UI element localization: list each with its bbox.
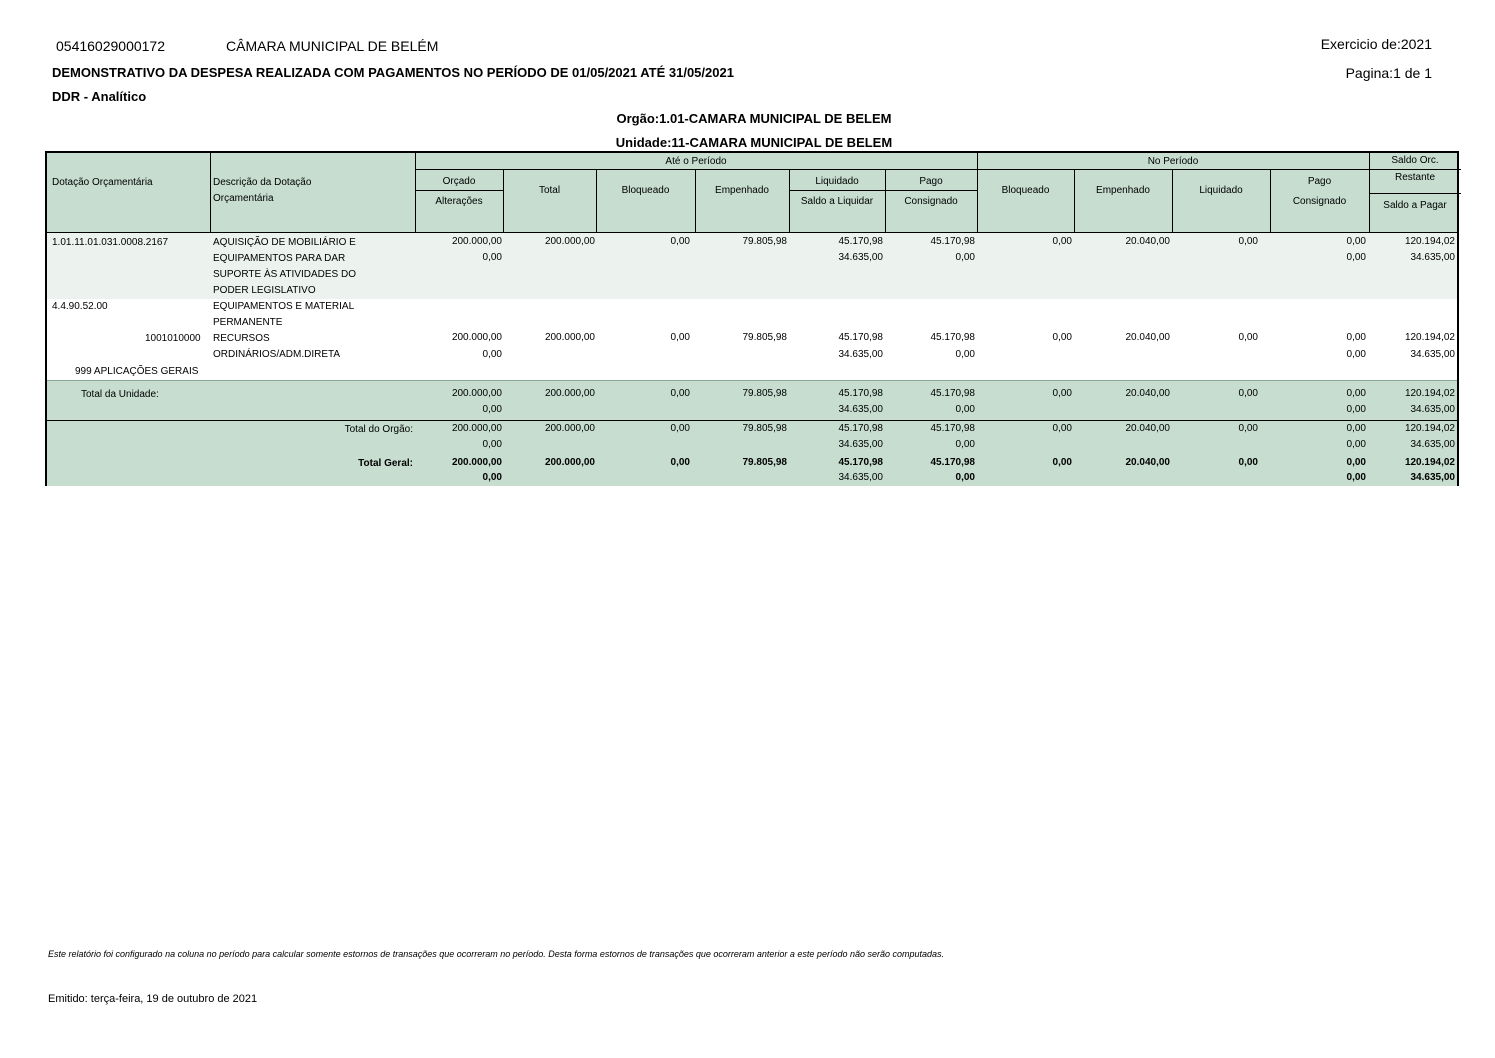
orcado-value: 200.000,00 xyxy=(451,457,502,468)
col-descricao-2: Orçamentária xyxy=(213,193,274,204)
col-bloqueado: Bloqueado xyxy=(621,185,670,196)
col-np-consignado: Consignado xyxy=(1292,196,1347,207)
col-alteracoes: Alterações xyxy=(435,196,483,207)
report-title: DEMONSTRATIVO DA DESPESA REALIZADA COM PAGAMENTOS NO PERÍODO DE 01/05/2021 ATÉ 31/05/2021 xyxy=(52,65,734,80)
emission-date: Emitido: terça-feira, 19 de outubro de 2021 xyxy=(48,993,258,1005)
fonte-code: 1001010000 xyxy=(145,333,201,344)
header-bottom-line xyxy=(47,232,1457,233)
total-value: 200.000,00 xyxy=(544,388,595,399)
saldo-pagar-value: 34.635,00 xyxy=(1410,404,1455,415)
total-orgao-label: Total do Orgão: xyxy=(344,424,413,435)
element-code: 4.4.90.52.00 xyxy=(52,301,108,312)
empenhado-value: 79.805,98 xyxy=(742,388,787,399)
liquidado-value: 45.170,98 xyxy=(838,388,883,399)
orcado-value: 200.000,00 xyxy=(451,388,502,399)
dotacao-desc-line: AQUISIÇÃO DE MOBILIÁRIO E xyxy=(213,237,356,248)
entity-code: 05416029000172 xyxy=(56,38,166,54)
report-type: DDR - Analítico xyxy=(52,89,147,104)
liquidado-value: 45.170,98 xyxy=(838,236,883,247)
saldo-restante-value: 120.194,02 xyxy=(1404,457,1455,468)
total-value: 200.000,00 xyxy=(544,236,595,247)
element-desc-line: EQUIPAMENTOS E MATERIAL xyxy=(213,301,355,312)
col-saldo-orc: Saldo Orc. xyxy=(1391,155,1439,166)
element-desc-line: PERMANENTE xyxy=(213,317,283,328)
np-empenhado-value: 20.040,00 xyxy=(1125,236,1170,247)
col-descricao: Descrição da Dotação xyxy=(213,177,312,188)
saldo-restante-value: 120.194,02 xyxy=(1404,423,1455,434)
total-unidade-band xyxy=(47,380,1457,420)
consignado-value: 0,00 xyxy=(955,252,975,263)
np-empenhado-value: 20.040,00 xyxy=(1125,423,1170,434)
header-sub-line xyxy=(415,190,503,191)
consignado-value: 0,00 xyxy=(955,404,975,415)
alteracoes-value: 0,00 xyxy=(482,472,502,483)
np-pago-value: 0,00 xyxy=(1346,332,1366,343)
dotacao-desc-line: SUPORTE ÀS ATIVIDADES DO xyxy=(213,269,356,280)
np-empenhado-value: 20.040,00 xyxy=(1125,388,1170,399)
np-bloqueado-value: 0,00 xyxy=(1052,332,1072,343)
np-consignado-value: 0,00 xyxy=(1346,439,1366,450)
orcado-value: 200.000,00 xyxy=(451,423,502,434)
col-consignado: Consignado xyxy=(904,196,958,207)
consignado-value: 0,00 xyxy=(955,349,975,360)
np-consignado-value: 0,00 xyxy=(1346,472,1366,483)
dotacao-desc-line: PODER LEGISLATIVO xyxy=(213,285,316,296)
orgao-title: Orgão:1.01-CAMARA MUNICIPAL DE BELEM xyxy=(616,111,892,126)
page-indicator: Pagina:1 de 1 xyxy=(1345,65,1432,81)
np-bloqueado-value: 0,00 xyxy=(1052,457,1072,468)
orcado-value: 200.000,00 xyxy=(451,236,502,247)
total-value: 200.000,00 xyxy=(544,423,595,434)
header-sub-line xyxy=(789,190,977,191)
total-value: 200.000,00 xyxy=(544,457,595,468)
fonte-desc-line: RECURSOS xyxy=(213,333,270,344)
header-col-line xyxy=(1172,169,1173,233)
dotacao-code: 1.01.11.01.031.0008.2167 xyxy=(52,237,169,248)
saldo-liquidar-value: 34.635,00 xyxy=(838,472,883,483)
bloqueado-value: 0,00 xyxy=(670,388,690,399)
col-pago: Pago xyxy=(919,176,943,187)
entity-name: CÂMARA MUNICIPAL DE BELÉM xyxy=(226,38,439,54)
col-saldo-pagar: Saldo a Pagar xyxy=(1383,200,1447,211)
report-table xyxy=(45,151,1459,486)
liquidado-value: 45.170,98 xyxy=(838,332,883,343)
col-total: Total xyxy=(538,185,561,196)
np-pago-value: 0,00 xyxy=(1346,388,1366,399)
np-consignado-value: 0,00 xyxy=(1346,404,1366,415)
np-bloqueado-value: 0,00 xyxy=(1052,423,1072,434)
np-liquidado-value: 0,00 xyxy=(1238,332,1258,343)
saldo-liquidar-value: 34.635,00 xyxy=(838,252,883,263)
pago-value: 45.170,98 xyxy=(930,457,975,468)
np-pago-value: 0,00 xyxy=(1346,423,1366,434)
bloqueado-value: 0,00 xyxy=(670,236,690,247)
separator-line xyxy=(47,380,1457,381)
np-liquidado-value: 0,00 xyxy=(1238,236,1258,247)
np-bloqueado-value: 0,00 xyxy=(1052,388,1072,399)
np-liquidado-value: 0,00 xyxy=(1238,457,1258,468)
np-pago-value: 0,00 xyxy=(1346,457,1366,468)
separator-line xyxy=(47,420,1457,421)
bloqueado-value: 0,00 xyxy=(670,457,690,468)
col-restante: Restante xyxy=(1394,172,1436,183)
col-np-liquidado: Liquidado xyxy=(1199,185,1243,196)
group-no-periodo: No Período xyxy=(1147,156,1199,167)
header-col-line xyxy=(210,153,211,233)
col-orcado: Orçado xyxy=(442,176,476,187)
saldo-liquidar-value: 34.635,00 xyxy=(838,349,883,360)
np-bloqueado-value: 0,00 xyxy=(1052,236,1072,247)
unidade-title: Unidade:11-CAMARA MUNICIPAL DE BELEM xyxy=(615,135,893,150)
dotacao-desc-line: EQUIPAMENTOS PARA DAR xyxy=(213,253,346,264)
alteracoes-value: 0,00 xyxy=(482,252,502,263)
col-np-bloqueado: Bloqueado xyxy=(1001,185,1050,196)
saldo-restante-value: 120.194,02 xyxy=(1404,388,1455,399)
pago-value: 45.170,98 xyxy=(930,236,975,247)
total-unidade-label: Total da Unidade: xyxy=(81,389,159,400)
header-col-line xyxy=(596,169,597,233)
np-consignado-value: 0,00 xyxy=(1346,252,1366,263)
header-col-line xyxy=(695,169,696,233)
saldo-pagar-value: 34.635,00 xyxy=(1410,252,1455,263)
np-liquidado-value: 0,00 xyxy=(1238,423,1258,434)
empenhado-value: 79.805,98 xyxy=(742,236,787,247)
saldo-liquidar-value: 34.635,00 xyxy=(838,404,883,415)
header-col-line xyxy=(503,169,504,233)
consignado-value: 0,00 xyxy=(955,472,975,483)
col-dotacao: Dotação Orçamentária xyxy=(52,177,153,188)
header-group-line xyxy=(415,169,1461,170)
saldo-restante-value: 120.194,02 xyxy=(1404,236,1455,247)
fonte-desc-line: ORDINÁRIOS/ADM.DIRETA xyxy=(213,349,341,360)
bloqueado-value: 0,00 xyxy=(670,423,690,434)
pago-value: 45.170,98 xyxy=(930,388,975,399)
consignado-value: 0,00 xyxy=(955,439,975,450)
col-empenhado: Empenhado xyxy=(715,185,769,196)
np-liquidado-value: 0,00 xyxy=(1238,388,1258,399)
saldo-restante-value: 120.194,02 xyxy=(1404,332,1455,343)
col-np-empenhado: Empenhado xyxy=(1096,185,1150,196)
np-pago-value: 0,00 xyxy=(1346,236,1366,247)
header-sub-line xyxy=(1369,193,1461,194)
footer-note: Este relatório foi configurado na coluna no período para calcular somente estornos de transações que ocorreram no período. Desta forma estornos de transações que ocorreram anterior a este período não serão computadas. xyxy=(48,949,945,959)
bloqueado-value: 0,00 xyxy=(670,332,690,343)
liquidado-value: 45.170,98 xyxy=(838,457,883,468)
saldo-pagar-value: 34.635,00 xyxy=(1410,472,1455,483)
col-saldo-liquidar: Saldo a Liquidar xyxy=(800,196,874,207)
group-ate-periodo: Até o Período xyxy=(665,156,727,167)
empenhado-value: 79.805,98 xyxy=(742,457,787,468)
aplicacao-label: 999 APLICAÇÕES GERAIS xyxy=(75,366,199,377)
alteracoes-value: 0,00 xyxy=(482,404,502,415)
exercicio-label: Exercicio de:2021 xyxy=(1320,36,1432,52)
np-consignado-value: 0,00 xyxy=(1346,349,1366,360)
saldo-liquidar-value: 34.635,00 xyxy=(838,439,883,450)
empenhado-value: 79.805,98 xyxy=(742,332,787,343)
saldo-pagar-value: 34.635,00 xyxy=(1410,439,1455,450)
col-np-pago: Pago xyxy=(1307,176,1332,187)
saldo-pagar-value: 34.635,00 xyxy=(1410,349,1455,360)
alteracoes-value: 0,00 xyxy=(482,349,502,360)
liquidado-value: 45.170,98 xyxy=(838,423,883,434)
pago-value: 45.170,98 xyxy=(930,423,975,434)
empenhado-value: 79.805,98 xyxy=(742,423,787,434)
total-geral-label: Total Geral: xyxy=(358,458,413,469)
total-value: 200.000,00 xyxy=(544,332,595,343)
np-empenhado-value: 20.040,00 xyxy=(1125,332,1170,343)
np-empenhado-value: 20.040,00 xyxy=(1125,457,1170,468)
header-col-line xyxy=(1074,169,1075,233)
alteracoes-value: 0,00 xyxy=(482,439,502,450)
pago-value: 45.170,98 xyxy=(930,332,975,343)
col-liquidado: Liquidado xyxy=(815,176,859,187)
orcado-value: 200.000,00 xyxy=(451,332,502,343)
